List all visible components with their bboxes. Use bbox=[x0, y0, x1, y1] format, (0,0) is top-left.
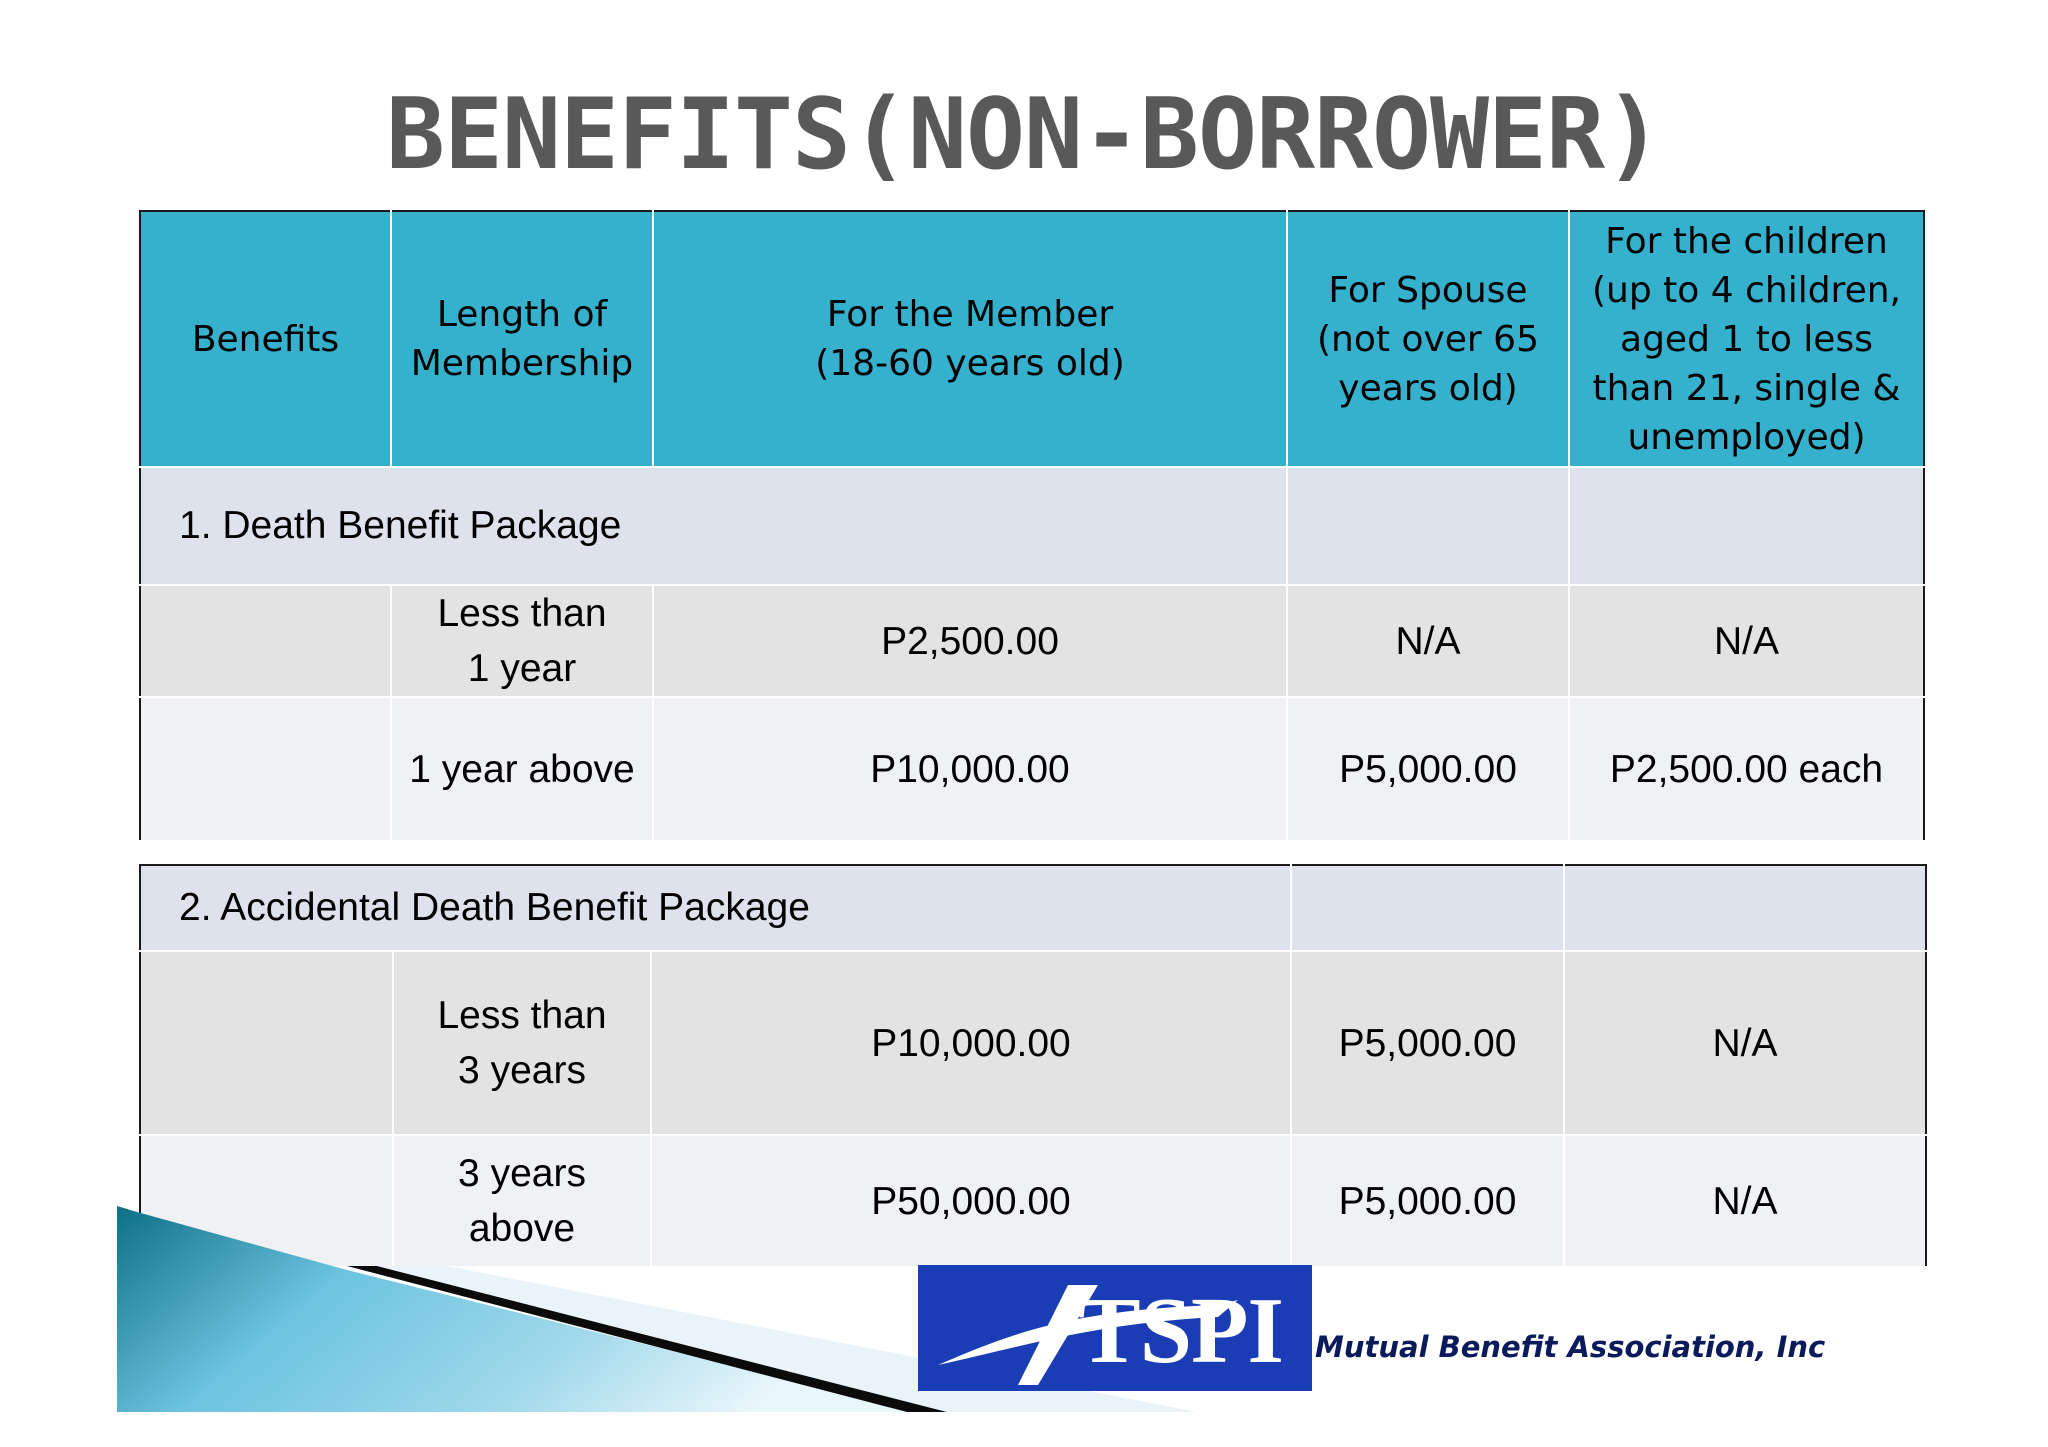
length-cell: 1 year above bbox=[391, 697, 653, 841]
member-cell: P2,500.00 bbox=[653, 585, 1287, 697]
section-row-death bbox=[140, 467, 1924, 585]
header-benefits: Benefits bbox=[140, 211, 391, 467]
logo-text: TSPI bbox=[1078, 1279, 1283, 1383]
children-cell: N/A bbox=[1564, 951, 1926, 1135]
table-row bbox=[140, 951, 1926, 1135]
benefit-cell bbox=[140, 697, 391, 841]
table-row bbox=[140, 697, 1924, 841]
section-title-death: 1. Death Benefit Package bbox=[140, 467, 1287, 585]
section-row-accidental bbox=[140, 865, 1926, 951]
table-row bbox=[140, 585, 1924, 697]
length-cell: Less than 3 years bbox=[393, 951, 651, 1135]
children-cell: N/A bbox=[1569, 585, 1924, 697]
spouse-cell: P5,000.00 bbox=[1291, 1135, 1564, 1267]
benefit-cell bbox=[140, 951, 393, 1135]
section-empty-cell bbox=[1569, 467, 1924, 585]
section-empty-cell bbox=[1564, 865, 1926, 951]
member-cell: P10,000.00 bbox=[651, 951, 1291, 1135]
header-length: Length of Membership bbox=[391, 211, 653, 467]
children-cell: N/A bbox=[1564, 1135, 1926, 1267]
length-cell: 3 years above bbox=[393, 1135, 651, 1267]
section-empty-cell bbox=[1291, 865, 1564, 951]
member-cell: P50,000.00 bbox=[651, 1135, 1291, 1267]
length-cell: Less than 1 year bbox=[391, 585, 653, 697]
section-empty-cell bbox=[1287, 467, 1569, 585]
member-cell: P10,000.00 bbox=[653, 697, 1287, 841]
header-spouse: For Spouse (not over 65 years old) bbox=[1287, 211, 1569, 467]
header-children: For the children (up to 4 children, aged 1 to less than 21, single & unemployed) bbox=[1569, 211, 1924, 467]
benefit-cell bbox=[140, 585, 391, 697]
header-member: For the Member (18-60 years old) bbox=[653, 211, 1287, 467]
spouse-cell: N/A bbox=[1287, 585, 1569, 697]
children-cell: P2,500.00 each bbox=[1569, 697, 1924, 841]
slide-title: BENEFITS(NON-BORROWER) bbox=[385, 78, 1663, 192]
spouse-cell: P5,000.00 bbox=[1291, 951, 1564, 1135]
section-title-accidental: 2. Accidental Death Benefit Package bbox=[140, 865, 1291, 951]
company-tagline: Mutual Benefit Association, Inc bbox=[1315, 1330, 1826, 1364]
table-header-row bbox=[140, 211, 1924, 467]
spouse-cell: P5,000.00 bbox=[1287, 697, 1569, 841]
death-benefit-table bbox=[139, 210, 1925, 842]
